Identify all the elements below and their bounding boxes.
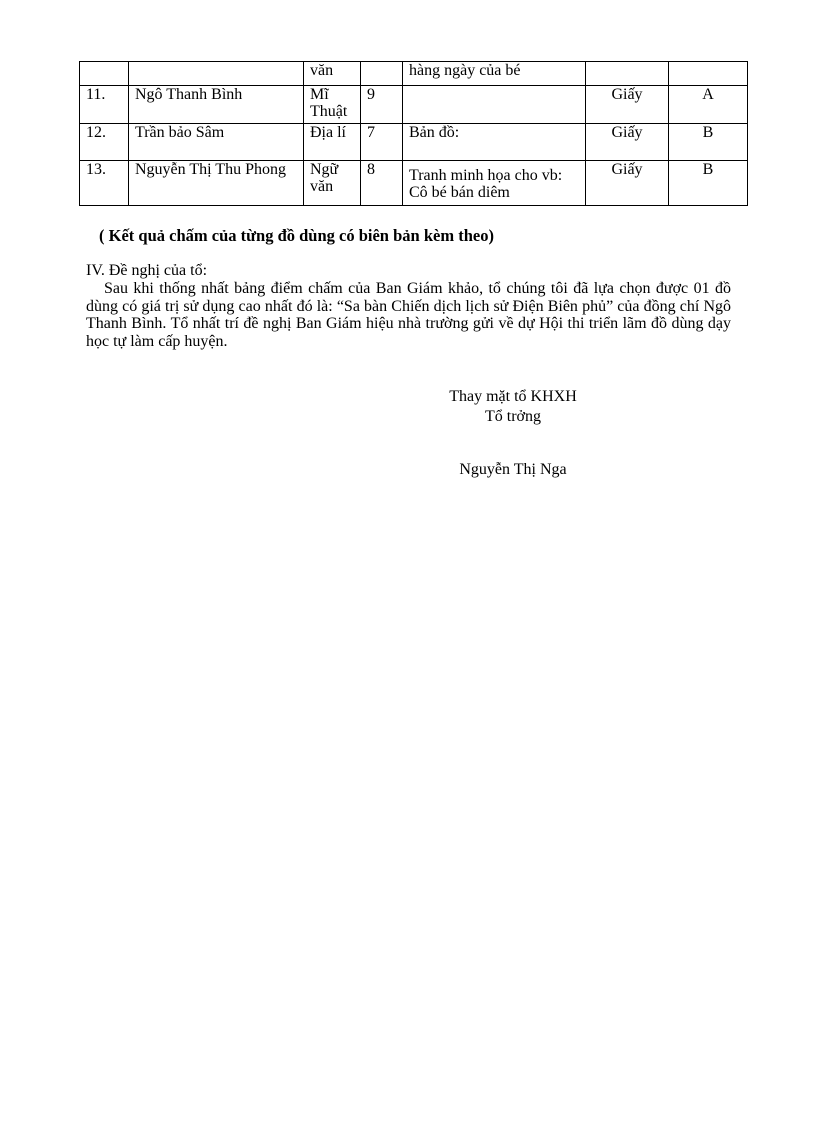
- cell-subject: Ngữ văn: [304, 161, 361, 206]
- cell-material: Giấy: [586, 161, 669, 206]
- section-title: IV. Đề nghị của tổ:: [86, 262, 208, 279]
- signature-role: Tổ trởng: [484, 408, 541, 425]
- cell-index: 12.: [80, 124, 129, 161]
- cell-subject: văn: [304, 62, 361, 86]
- cell-item: Bản đồ:: [403, 124, 586, 161]
- cell-item: [403, 86, 586, 124]
- cell-material: Giấy: [586, 124, 669, 161]
- cell-grade: 7: [361, 124, 403, 161]
- cell-rating: A: [669, 86, 748, 124]
- cell-grade: 8: [361, 161, 403, 206]
- cell-name: [129, 62, 304, 86]
- cell-rating: B: [669, 161, 748, 206]
- cell-index: 11.: [80, 86, 129, 124]
- cell-name: Ngô Thanh Bình: [129, 86, 304, 124]
- signature-title: Thay mặt tổ KHXH: [449, 388, 577, 405]
- cell-subject: Địa lí: [304, 124, 361, 161]
- table-row: [80, 124, 748, 161]
- cell-material: [586, 62, 669, 86]
- cell-index: 13.: [80, 161, 129, 206]
- cell-name: Trần bảo Sâm: [129, 124, 304, 161]
- cell-index: [80, 62, 129, 86]
- table-row: [80, 62, 748, 86]
- cell-grade: 9: [361, 86, 403, 124]
- body-paragraph: Sau khi thống nhất bảng điểm chấm của Ban Giám khảo, tổ chúng tôi đã lựa chọn được 01 đồ dùng có giá trị sử dụng cao nhất đó là: “Sa bàn Chiến dịch lịch sử Điện Biên phủ” của đồng chí Ngô Thanh Bình. Tổ nhất trí đề nghị Ban Giám hiệu nhà trường gửi về dự Hội thi triển lãm đồ dùng dạy học tự làm cấp huyện.: [86, 280, 731, 350]
- table-row: [80, 86, 748, 124]
- cell-item: hàng ngày của bé: [403, 62, 586, 86]
- cell-item: Tranh minh họa cho vb: Cô bé bán diêm: [403, 161, 586, 206]
- cell-name: Nguyễn Thị Thu Phong: [129, 161, 304, 206]
- cell-material: Giấy: [586, 86, 669, 124]
- cell-rating: [669, 62, 748, 86]
- cell-grade: [361, 62, 403, 86]
- results-table: [79, 61, 748, 206]
- cell-rating: B: [669, 124, 748, 161]
- signature-name: Nguyễn Thị Nga: [459, 461, 567, 478]
- cell-subject: Mĩ Thuật: [304, 86, 361, 124]
- results-note: ( Kết quả chấm của từng đồ dùng có biên bản kèm theo): [99, 226, 494, 245]
- table-row: [80, 161, 748, 206]
